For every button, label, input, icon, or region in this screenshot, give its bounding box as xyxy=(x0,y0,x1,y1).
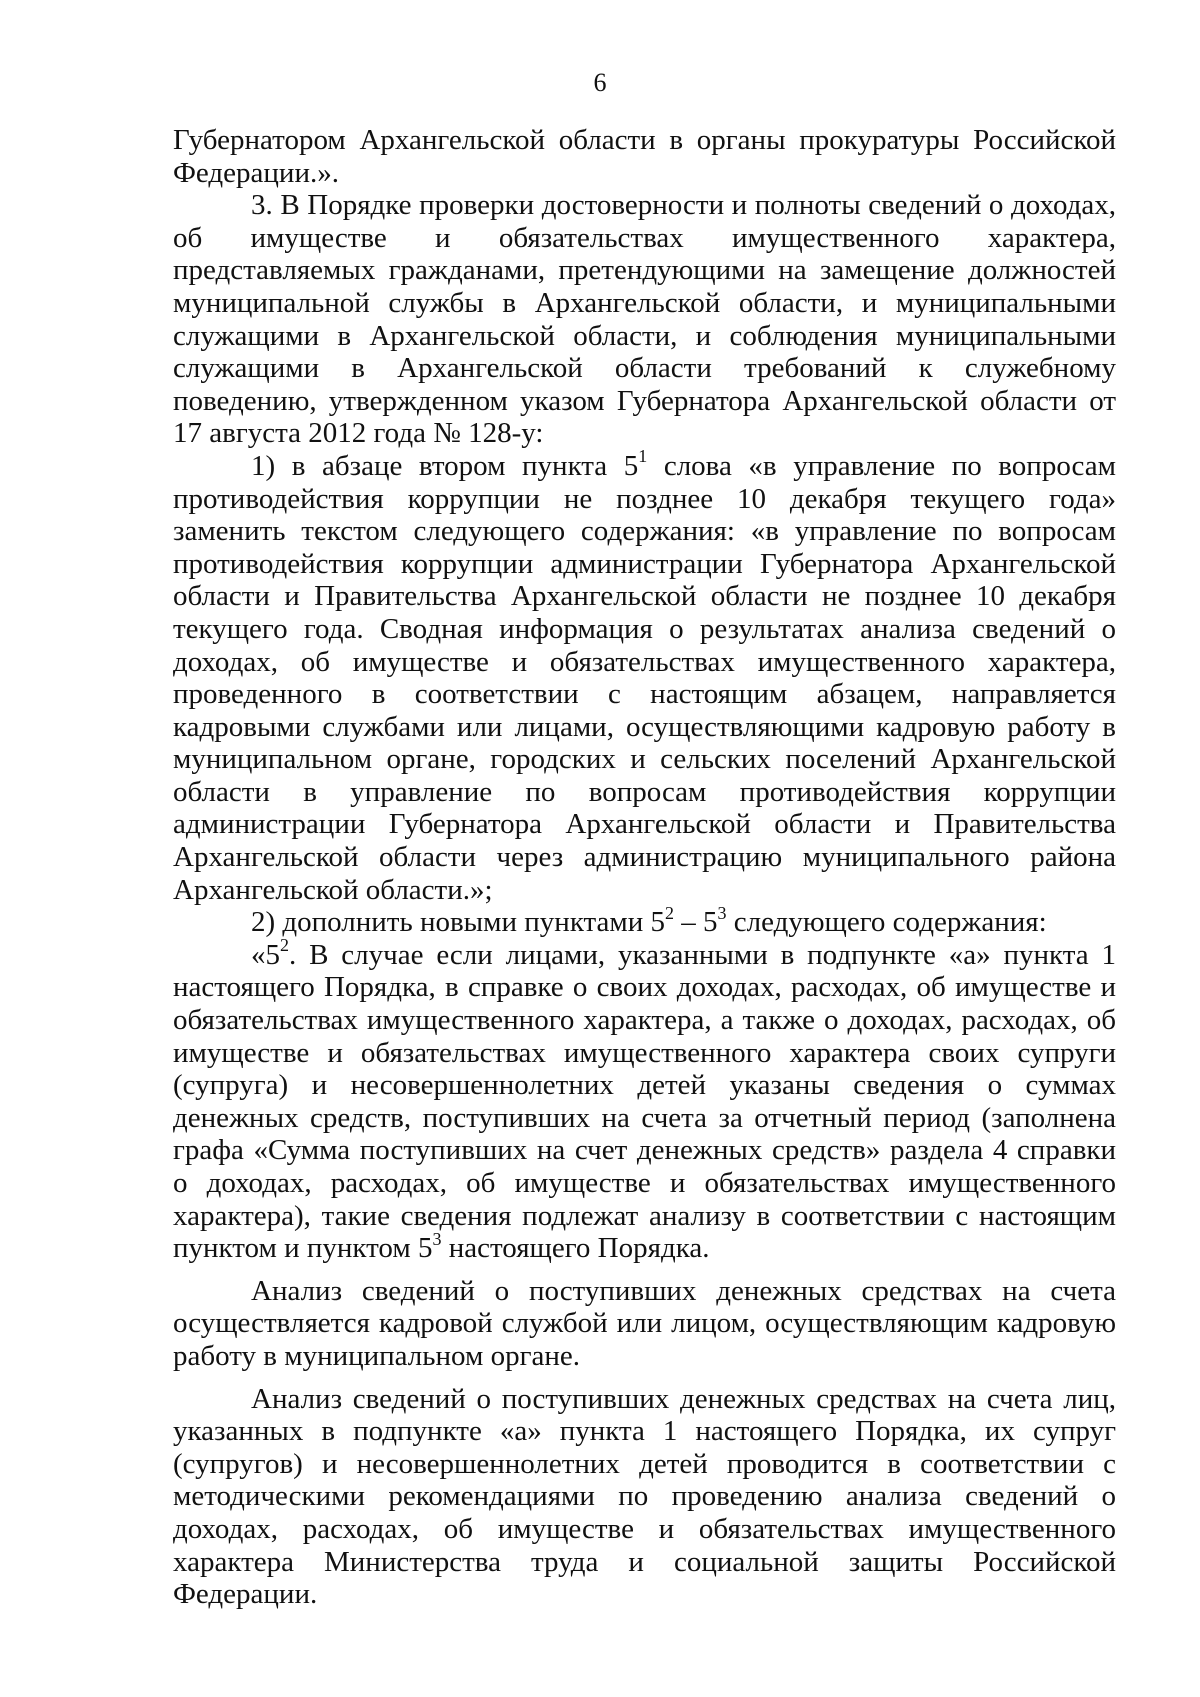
superscript: 1 xyxy=(638,446,648,467)
paragraph-subitem-2 xyxy=(173,902,1116,939)
superscript: 2 xyxy=(280,935,289,956)
paragraph-continuation: Губернатором Архангельской области в органы прокуратуры Российской Федерации.». xyxy=(173,124,1116,189)
paragraph-analysis-2: Анализ сведений о поступивших денежных средствах на счета лиц, указанных в подпункте «а» пункта 1 настоящего Порядка, их супруг (супругов) и несовершеннолетних детей проводится в соответствии с методическими рекомендациями по проведению анализа сведений о доходах, расходах, об имуществе и обязательствах имущественного характера Министерства труда и социальной защиты Российской Федерации. xyxy=(173,1382,1116,1611)
paragraph-subitem-1 xyxy=(173,446,1116,906)
page-number: 6 xyxy=(593,68,607,97)
superscript: 3 xyxy=(432,1228,442,1249)
paragraph-item-3: 3. В Порядке проверки достоверности и полноты сведений о доходах, об имуществе и обязательствах имущественного характера, представляемых гражданами, претендующими на замещение должностей муниципальной службы в Архангельской области, и муниципальными служащими в Архангельской области, и соблюдения муниципальными служащими в Архангельской области требований к служебному поведению, утвержденном указом Губернатора Архангельской области от 17 августа 2012 года № 128-у: xyxy=(173,189,1116,450)
text-run: слова «в управление по вопросам противодействия коррупции не позднее 10 декабря текущего года» заменить текстом следующего содержания: «в управление по вопросам противодействия коррупции администрации Губернатора Архангельской области и Правительства Архангельской области не позднее 10 декабря текущего года. Сводная информация о результатах анализа сведений о доходах, об имуществе и обязательствах имущественного характера, проведенного в соответствии с настоящим абзацем, направляется кадровыми службами или лицами, осуществляющими кадровую работу в муниципальном органе, городских и сельских поселений Архангельской области в управление по вопросам противодействия коррупции администрации Губернатора Архангельской области и Правительства Архангельской области через администрацию муниципального района Архангельской области.»; xyxy=(173,449,1116,906)
text-run: следующего содержания: xyxy=(726,906,1047,939)
paragraph-point-5-2 xyxy=(173,935,1116,1265)
text-run: 1) в абзаце втором пункта 5 xyxy=(251,449,639,482)
superscript: 2 xyxy=(665,902,675,923)
text-run: 2) дополнить новыми пунктами 5 xyxy=(251,906,666,939)
text-run: . В случае если лицами, указанными в подпункте «а» пункта 1 настоящего Порядка, в справке о своих доходах, расходах, об имуществе и обязательствах имущественного характера, а также о доходах, расходах, об имуществе и обязательствах имущественного характера своих супруги (супруга) и несовершеннолетних детей указаны сведения о суммах денежных средств, поступивших на счета за отчетный период (заполнена графа «Сумма поступивших на счет денежных средств» раздела 4 справки о доходах, расходах, об имуществе и обязательствах имущественного характера), такие сведения подлежат анализу в соответствии с настоящим пунктом и пунктом 5 xyxy=(173,938,1116,1265)
text-run: «5 xyxy=(251,938,280,971)
superscript: 3 xyxy=(717,902,727,923)
document-body xyxy=(173,124,1116,1611)
paragraph-analysis-1: Анализ сведений о поступивших денежных средствах на счета осуществляется кадровой службой или лицом, осуществляющим кадровую работу в муниципальном органе. xyxy=(173,1274,1116,1372)
text-run: – 5 xyxy=(674,906,718,939)
text-run: настоящего Порядка. xyxy=(441,1232,710,1265)
